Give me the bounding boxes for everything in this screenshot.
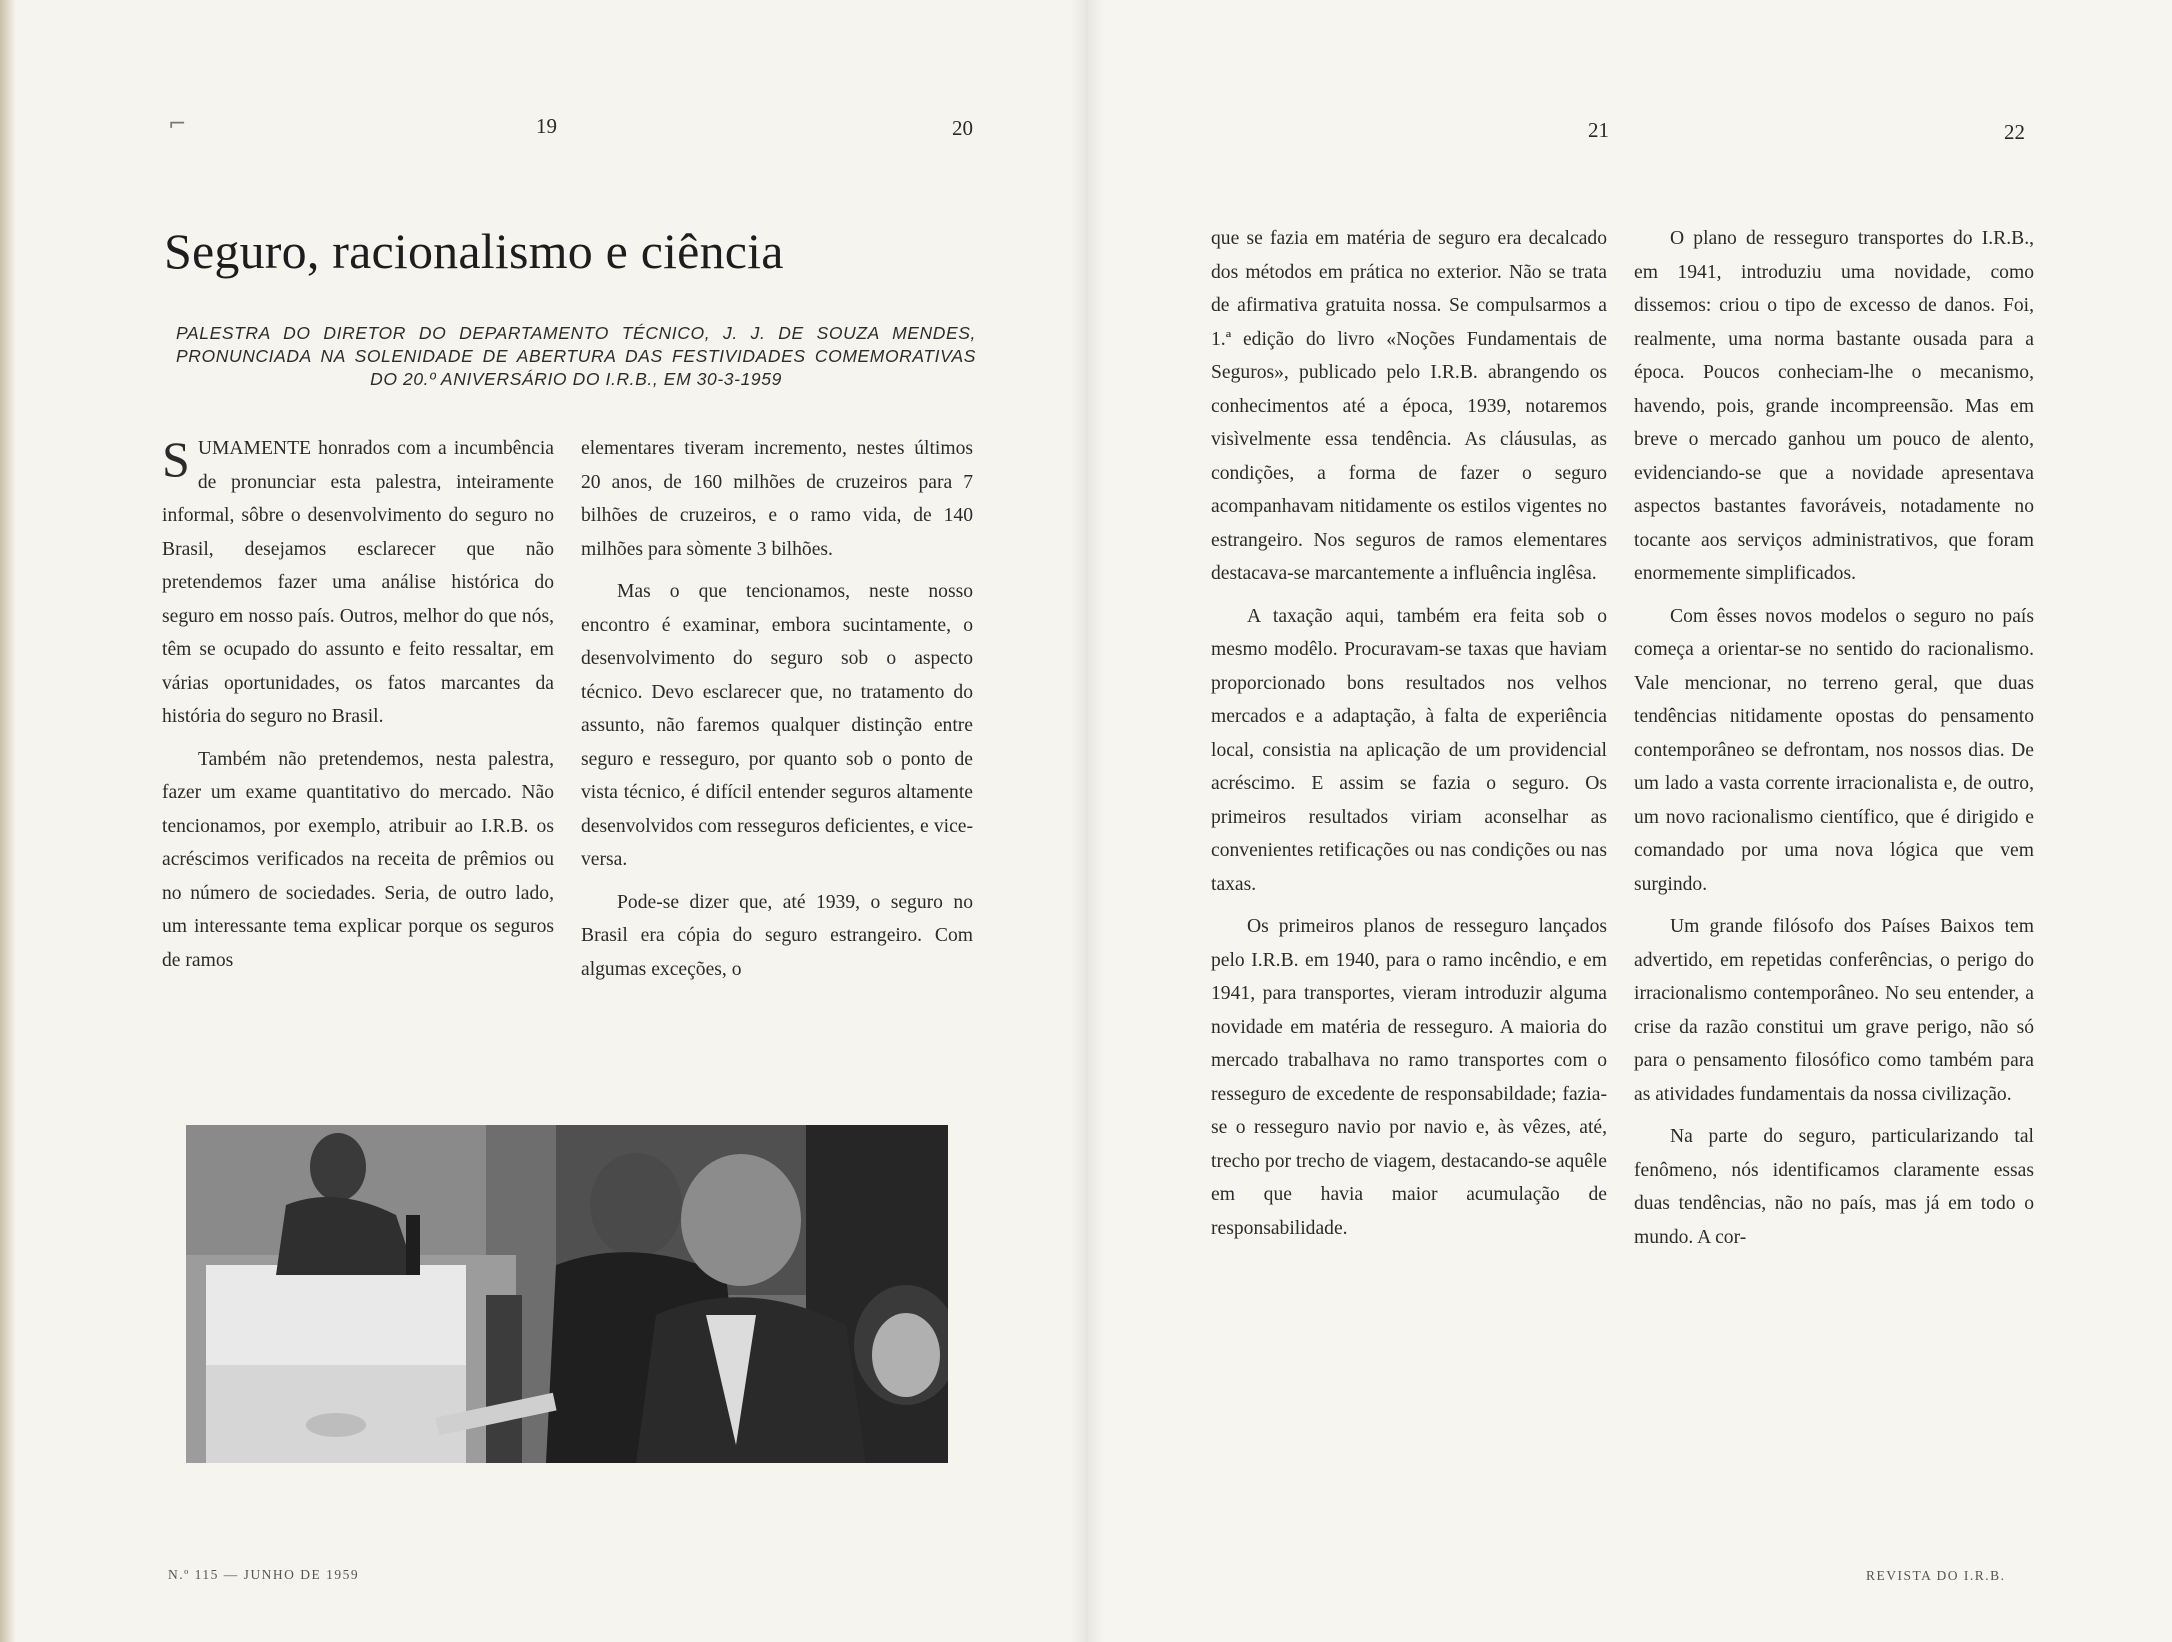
article-title: Seguro, racionalismo e ciência	[164, 223, 784, 279]
page-number-20: 20	[952, 116, 973, 140]
paragraph-text: honrados com a incumbência de pronunciar esta palestra, inteiramente informal, sôbre o desenvolvimento do seguro no Brasil, desejamos esclarecer que não pretendemos fazer uma análise histórica do seguro em nosso país. Outros, melhor do que nós, têm se ocupado do assunto e feito ressaltar, em várias oportunidades, os fatos marcantes da história do seguro no Brasil.	[162, 438, 554, 727]
article-subtitle: PALESTRA DO DIRETOR DO DEPARTAMENTO TÉCNICO, J. J. DE SOUZA MENDES, PRONUNCIADA NA SOLENIDADE DE ABERTURA DAS FESTIVIDADES COMEMORATIVAS DO 20.º ANIVERSÁRIO DO I.R.B., EM 30-3-1959	[176, 323, 976, 389]
page-edge-shadow	[0, 0, 16, 1642]
paragraph	[162, 432, 554, 734]
corner-mark-icon: ⌐	[168, 112, 187, 137]
right-page	[1086, 0, 2172, 1642]
left-column-1	[162, 432, 554, 977]
left-column-2	[581, 432, 973, 986]
paragraph: Um grande filósofo dos Países Baixos tem advertido, em repetidas conferências, o perigo do irracionalismo contemporâneo. No seu entender, a crise da razão constitui um grave perigo, não só para o pensamento filosófico como também para as atividades fundamentais da nossa civilização.	[1634, 916, 2034, 1105]
book-gutter	[1070, 0, 1104, 1642]
paragraph: elementares tiveram incremento, nestes últimos 20 anos, de 160 milhões de cruzeiros para 7 bilhões de cruzeiros, e o ramo vida, de 140 milhões para sòmente 3 bilhões.	[581, 438, 973, 560]
paragraph: A taxação aqui, também era feita sob o mesmo modêlo. Procuravam-se taxas que haviam proporcionado bons resultados nos velhos mercados e a adaptação, à falta de experiência local, consistia na aplicação de um providencial acréscimo. E assim se fazia o seguro. Os primeiros resultados viriam aconselhar as convenientes retificações ou nas condições ou nas taxas.	[1211, 605, 1607, 895]
magazine-footer: REVISTA DO I.R.B.	[1866, 1568, 2006, 1583]
small-caps-lead: UMAMENTE	[197, 438, 312, 459]
page-number-22: 22	[2004, 120, 2025, 144]
right-column-1	[1211, 222, 1607, 1245]
paragraph: Os primeiros planos de resseguro lançados pelo I.R.B. em 1940, para o ramo incêndio, e em 1941, para transportes, vieram introduzir alguma novidade em matéria de resseguro. A maioria do mercado trabalhava no ramo transportes com o resseguro de excedente de responsabildade; fazia-se o resseguro navio por navio e, às vêzes, até, trecho por trecho de viagem, destacando-se aquêle em que havia maior acumulação de responsabilidade.	[1211, 916, 1607, 1239]
photo-icon	[186, 1125, 948, 1463]
paragraph: Mas o que tencionamos, neste nosso encontro é examinar, embora sucintamente, o desenvolvimento do seguro sob o aspecto técnico. Devo esclarecer que, no tratamento do assunto, não faremos qualquer distinção entre seguro e resseguro, por quanto sob o ponto de vista técnico, é difícil entender seguros altamente desenvolvidos com resseguros deficientes, e vice-versa.	[581, 581, 973, 870]
drop-cap: S	[162, 431, 190, 487]
issue-footer: N.º 115 — JUNHO DE 1959	[168, 1567, 360, 1582]
page-number-21: 21	[1588, 118, 1609, 142]
photo-of-speaker-at-podium	[186, 1125, 948, 1463]
paragraph: Com êsses novos modelos o seguro no país começa a orientar-se no sentido do racionalismo. Vale mencionar, no terreno geral, que duas tendências nitidamente opostas do pensamento contemporâneo se defrontam, nos nossos dias. De um lado a vasta corrente irracionalista e, de outro, um novo racionalismo científico, que é dirigido e comandado por uma nova lógica que vem surgindo.	[1634, 605, 2034, 895]
paragraph: Pode-se dizer que, até 1939, o seguro no Brasil era cópia do seguro estrangeiro. Com algumas exceções, o	[581, 891, 973, 980]
page-number-19: 19	[536, 114, 557, 138]
paragraph: Na parte do seguro, particularizando tal fenômeno, nós identificamos claramente essas duas tendências, não no país, mas já em todo o mundo. A cor-	[1634, 1126, 2034, 1248]
paragraph: Também não pretendemos, nesta palestra, fazer um exame quantitativo do mercado. Não tencionamos, por exemplo, atribuir ao I.R.B. os acréscimos verificados na receita de prêmios ou no número de sociedades. Seria, de outro lado, um interessante tema explicar porque os seguros de ramos	[162, 748, 554, 971]
paragraph: que se fazia em matéria de seguro era decalcado dos métodos em prática no exterior. Não se trata de afirmativa gratuita nossa. Se compulsarmos a 1.ª edição do livro «Noções Fundamentais de Seguros», publicado pelo I.R.B. abrangendo os conhecimentos até a época, 1939, notaremos visìvelmente essa tendência. As cláusulas, as condições, a forma de fazer o seguro acompanhavam nitidamente os estilos vigentes no estrangeiro. Nos seguros de ramos elementares destacava-se marcantemente a influência inglêsa.	[1211, 228, 1607, 584]
right-column-2	[1634, 222, 2034, 1254]
paragraph: O plano de resseguro transportes do I.R.B., em 1941, introduziu uma novidade, como dissemos: criou o tipo de excesso de danos. Foi, realmente, uma norma bastante ousada para a época. Poucos conheciam-lhe o mecanismo, havendo, pois, grande incompreensão. Mas em breve o mercado ganhou um pouco de alento, evidenciando-se que a novidade apresentava aspectos bastantes favoráveis, notadamente no tocante aos serviços administrativos, que foram enormemente simplificados.	[1634, 228, 2034, 584]
